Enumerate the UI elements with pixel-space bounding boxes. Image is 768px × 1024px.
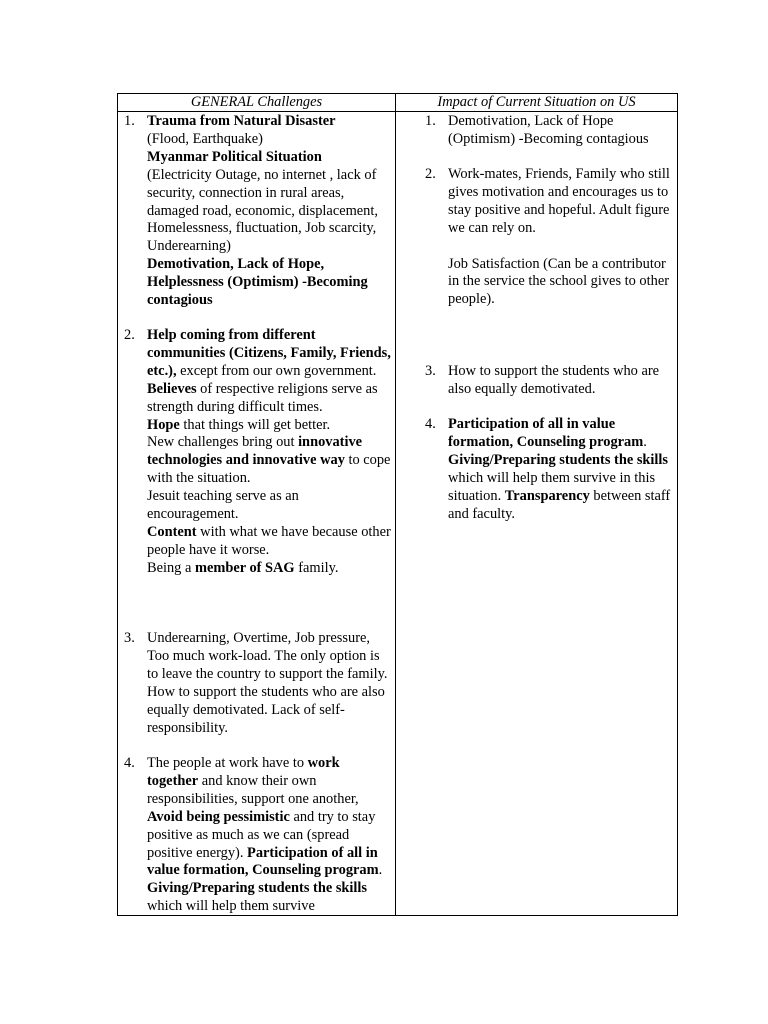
text-run: except from our own government. [176, 362, 377, 379]
text-run: Jesuit teaching serve as an encouragement. [147, 488, 299, 523]
list-item-text [147, 755, 392, 916]
text-run: . [643, 433, 647, 450]
list-number: 1. [425, 113, 436, 129]
list-item-text [448, 363, 674, 399]
list-number: 4. [124, 755, 135, 771]
text-run: to cope with the situation. [147, 452, 391, 487]
list-item-text [147, 113, 392, 310]
bold-text-run: Content [147, 523, 197, 540]
bold-text-run: Believes [147, 380, 197, 397]
list-number: 4. [425, 416, 436, 432]
list-item-text [448, 416, 674, 523]
text-run: (Flood, Earthquake) [147, 130, 263, 147]
list-number: 2. [124, 327, 135, 343]
list-item-text [147, 327, 392, 578]
text-run: How to support the students who are also equally demotivated. [448, 363, 660, 397]
bold-text-run: Avoid being pessimistic [147, 808, 290, 825]
text-run: New challenges bring out [147, 434, 299, 451]
bold-text-run: Giving/Preparing students the skills [147, 880, 368, 897]
text-run: (Electricity Outage, no internet , lack of security, connection in rural areas, damaged road, economic, displacement, Homelessness, fluctuation, Job scarcity, Underearning) [147, 166, 378, 255]
bold-text-run: innovative technologies and innovative way [147, 434, 363, 469]
list-number: 3. [124, 630, 135, 646]
text-run: which will help them survive in this situation. [448, 469, 656, 504]
text-run: family. [294, 559, 339, 576]
list-item-text [448, 113, 674, 149]
text-run: between staff and faculty. [448, 487, 671, 522]
bold-text-run: Trauma from Natural Disaster [147, 113, 336, 129]
text-run: Demotivation, Lack of Hope (Optimism) -Becoming contagious [448, 113, 649, 147]
header-general-challenges: GENERAL Challenges [190, 94, 323, 110]
column-divider [395, 94, 396, 915]
document-table [117, 93, 678, 916]
bold-text-run: Help coming from different communities (Citizens, Family, Friends, etc.), [147, 327, 391, 379]
bold-text-run: Participation of all in value formation, Counseling program [448, 416, 644, 450]
bold-text-run: Participation of all in value formation, Counseling program [147, 844, 379, 879]
header-divider [118, 111, 677, 112]
text-run: of respective religions serve as strength during difficult times. [147, 380, 378, 415]
text-run: and try to stay positive as much as we can (spread positive energy). [147, 808, 376, 861]
text-run: Being a [147, 559, 195, 576]
list-number: 3. [425, 363, 436, 379]
list-item-text [147, 630, 392, 737]
list-number: 2. [425, 166, 436, 182]
text-run: with what we have because other people have it worse. [147, 523, 391, 558]
text-run: The people at work have to [147, 755, 308, 771]
bold-text-run: Demotivation, Lack of Hope, Helplessness (Optimism) -Becoming contagious [147, 256, 368, 309]
text-run: Work-mates, Friends, Family who still gives motivation and encourages us to stay positive and hopeful. Adult figure we can rely on. [448, 166, 670, 236]
text-run: that things will get better. [179, 416, 331, 433]
bold-text-run: Myanmar Political Situation [147, 148, 322, 165]
bold-text-run: Giving/Preparing students the skills [448, 451, 669, 468]
list-item-text [448, 166, 674, 309]
bold-text-run: Transparency [504, 487, 590, 504]
header-impact-current-situation: Impact of Current Situation on US [437, 94, 636, 110]
text-run: which will help them survive [147, 898, 315, 915]
bold-text-run: Hope [147, 416, 180, 433]
bold-text-run: work together [147, 755, 340, 789]
bold-text-run: member of SAG [194, 559, 295, 576]
text-run: . [378, 862, 383, 879]
text-run: Job Satisfaction (Can be a contributor in the service the school gives to other people). [448, 255, 669, 308]
text-run: and know their own responsibilities, support one another, [147, 772, 359, 807]
text-run: Underearning, Overtime, Job pressure, Too much work-load. The only option is to leave the country to support the family. How to support the students who are also equally demotivated. Lack of self-responsibility. [147, 630, 388, 736]
list-number: 1. [124, 113, 135, 129]
